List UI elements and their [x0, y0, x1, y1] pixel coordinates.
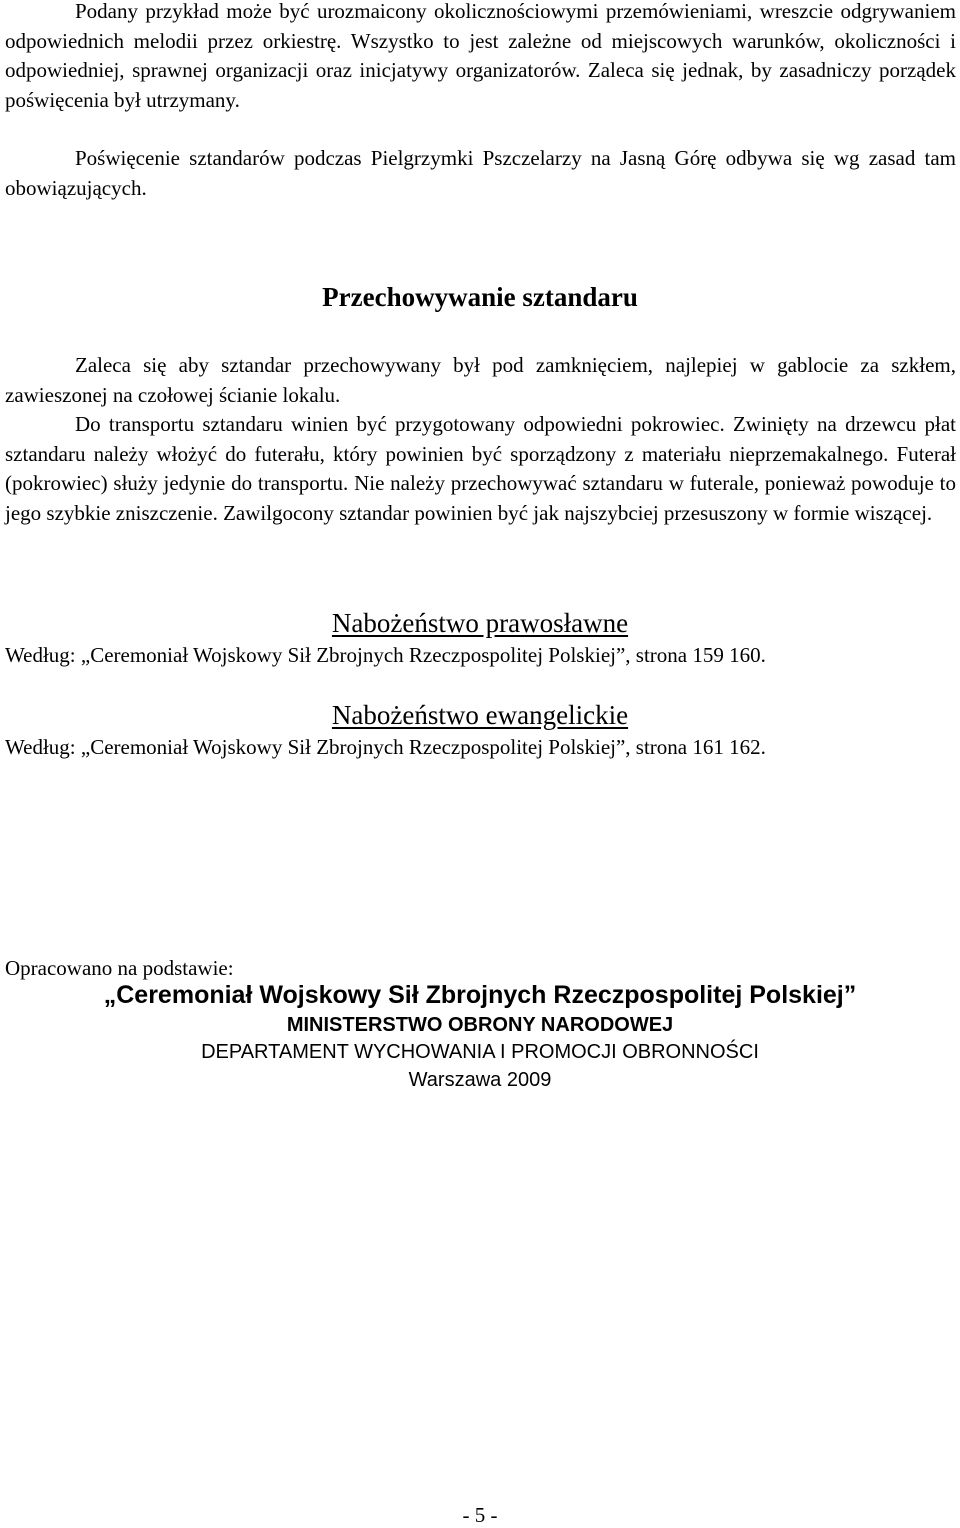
- storage-heading: Przechowywanie sztandaru: [322, 282, 638, 312]
- intro-paragraph-1: [5, 0, 956, 115]
- evangelical-heading-text: Nabożeństwo ewangelickie: [331, 700, 629, 730]
- orthodox-reference: Według: „Ceremoniał Wojskowy Sił Zbrojnych Rzeczpospolitej Polskiej”, strona 159 160.: [5, 643, 766, 667]
- storage-paragraph-1-text: Zaleca się aby sztandar przechowywany był pod zamknięciem, najlepiej w gablocie za szkłem, zawieszonej na czołowej ścianie lokalu.: [5, 353, 956, 407]
- orthodox-heading: [0, 606, 960, 640]
- evangelical-reference: Według: „Ceremoniał Wojskowy Sił Zbrojnych Rzeczpospolitej Polskiej”, strona 161 162.: [5, 735, 766, 759]
- orthodox-heading-text: Nabożeństwo prawosławne: [331, 608, 629, 638]
- source-title: „Ceremoniał Wojskowy Sił Zbrojnych Rzeczpospolitej Polskiej”: [103, 981, 857, 1009]
- source-label: Opracowano na podstawie:: [5, 956, 234, 980]
- source-city-year: Warszawa 2009: [408, 1069, 552, 1091]
- intro-paragraph-1-text: Podany przykład może być urozmaicony okolicznościowymi przemówieniami, wreszcie odgrywaniem odpowiednich melodii przez orkiestrę. Wszystko to jest zależne od miejscowych warunków, okoliczności i odpowiedniej, sprawnej organizacji oraz inicjatywy organizatorów. Zaleca się jednak, by zasadniczy porządek poświęcenia był utrzymany.: [5, 0, 956, 112]
- page-number: - 5 -: [462, 1503, 498, 1527]
- storage-paragraph-2: [5, 410, 956, 528]
- source-ministry: MINISTERSTWO OBRONY NARODOWEJ: [286, 1014, 674, 1036]
- intro-paragraph-2-text: Poświęcenie sztandarów podczas Pielgrzymki Pszczelarzy na Jasną Górę odbywa się wg zasad tam obowiązujących.: [5, 146, 956, 200]
- source-department: DEPARTAMENT WYCHOWANIA I PROMOCJI OBRONNOŚCI: [201, 1041, 759, 1063]
- storage-paragraph-2-text: Do transportu sztandaru winien być przygotowany odpowiedni pokrowiec. Zwinięty na drzewcu płat sztandaru należy włożyć do futerału, który powinien być sporządzony z materiału nieprzemakalnego. Futerał (pokrowiec) służy jedynie do transportu. Nie należy przechowywać sztandaru w futerale, ponieważ powoduje to jego szybkie zniszczenie. Zawilgocony sztandar powinien być jak najszybciej przesuszony w formie wiszącej.: [5, 412, 956, 525]
- intro-paragraph-2: [5, 144, 956, 203]
- storage-paragraph-1: [5, 351, 956, 410]
- evangelical-heading: [0, 698, 960, 732]
